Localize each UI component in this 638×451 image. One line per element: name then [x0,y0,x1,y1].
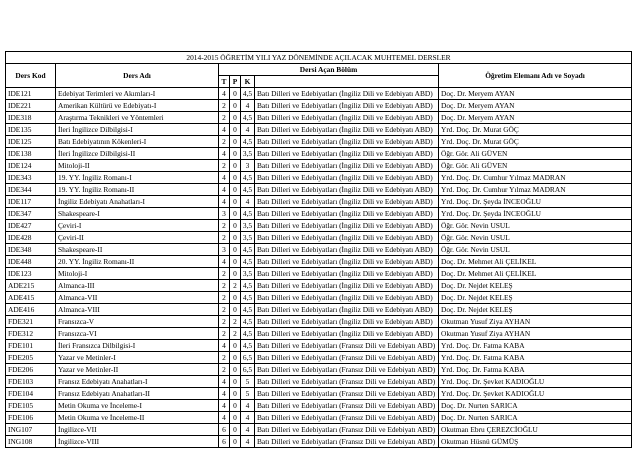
cell-p: 0 [230,232,241,244]
cell-instructor: Doç. Dr. Meryem AYAN [439,100,632,112]
cell-code: IDE348 [6,244,56,256]
cell-t: 2 [219,352,230,364]
table-row [6,412,632,424]
cell-department: Batı Dilleri ve Edebiyatları (İngiliz Dili ve Edebiyatı ABD) [255,280,439,292]
table-row [6,112,632,124]
cell-p: 0 [230,160,241,172]
cell-department: Batı Dilleri ve Edebiyatları (Fransız Dili ve Edebiyatı ABD) [255,352,439,364]
cell-department: Batı Dilleri ve Edebiyatları (İngiliz Dili ve Edebiyatı ABD) [255,172,439,184]
cell-department: Batı Dilleri ve Edebiyatları (İngiliz Dili ve Edebiyatı ABD) [255,292,439,304]
cell-k: 4,5 [241,292,255,304]
cell-department: Batı Dilleri ve Edebiyatları (İngiliz Dili ve Edebiyatı ABD) [255,208,439,220]
cell-t: 2 [219,100,230,112]
cell-t: 2 [219,328,230,340]
cell-course-name: Yazar ve Metinler-II [56,364,219,376]
cell-k: 4,5 [241,316,255,328]
cell-k: 4,5 [241,208,255,220]
cell-course-name: Edebiyat Terimleri ve Akımları-I [56,88,219,100]
cell-code: IDE344 [6,184,56,196]
cell-p: 0 [230,244,241,256]
cell-department: Batı Dilleri ve Edebiyatları (Fransız Dili ve Edebiyatı ABD) [255,340,439,352]
cell-k: 4 [241,100,255,112]
cell-k: 4,5 [241,340,255,352]
cell-instructor: Okutman Hüsnü GÜMÜŞ [439,436,632,448]
table-row [6,88,632,100]
cell-department: Batı Dilleri ve Edebiyatları (İngiliz Dili ve Edebiyatı ABD) [255,328,439,340]
cell-t: 4 [219,256,230,268]
cell-k: 4 [241,436,255,448]
cell-instructor: Doç. Dr. Nejdet KELEŞ [439,280,632,292]
cell-department: Batı Dilleri ve Edebiyatları (Fransız Dili ve Edebiyatı ABD) [255,400,439,412]
cell-department: Batı Dilleri ve Edebiyatları (İngiliz Dili ve Edebiyatı ABD) [255,304,439,316]
cell-course-name: Fransızca-V [56,316,219,328]
cell-code: FDE205 [6,352,56,364]
cell-code: FDE101 [6,340,56,352]
cell-code: ADE215 [6,280,56,292]
table-row [6,256,632,268]
cell-code: ADE416 [6,304,56,316]
cell-code: IDE135 [6,124,56,136]
cell-instructor: Öğr. Gör. Ali GÜVEN [439,148,632,160]
table-row [6,376,632,388]
cell-p: 0 [230,148,241,160]
table-row [6,268,632,280]
cell-course-name: Fransız Edebiyatı Anahatları-I [56,376,219,388]
cell-department: Batı Dilleri ve Edebiyatları (İngiliz Dili ve Edebiyatı ABD) [255,316,439,328]
cell-p: 0 [230,352,241,364]
cell-instructor: Yrd. Doç. Dr. Cumhur Yılmaz MADRAN [439,172,632,184]
cell-k: 5 [241,376,255,388]
cell-instructor: Yrd. Doç. Dr. Fatma KABA [439,340,632,352]
cell-code: IDE427 [6,220,56,232]
cell-instructor: Doç. Dr. Nejdet KELEŞ [439,304,632,316]
cell-t: 4 [219,88,230,100]
cell-instructor: Yrd. Doç. Dr. Fatma KABA [439,352,632,364]
cell-instructor: Doç. Dr. Meryem AYAN [439,88,632,100]
cell-code: FDE103 [6,376,56,388]
cell-t: 2 [219,364,230,376]
cell-p: 0 [230,340,241,352]
header-ogretim-elemani: Öğretim Elemanı Adı ve Soyadı [439,64,632,88]
table-row [6,232,632,244]
cell-course-name: Metin Okuma ve İnceleme-II [56,412,219,424]
cell-t: 6 [219,436,230,448]
cell-course-name: İngiliz Edebiyatı Anahatları-I [56,196,219,208]
cell-instructor: Doç. Dr. Nurten SARICA [439,400,632,412]
header-ders-kod: Ders Kod [6,64,56,88]
cell-instructor: Doç. Dr. Nurten SARICA [439,412,632,424]
cell-course-name: Shakespeare-I [56,208,219,220]
header-dersi-acan-bolum: Dersi Açan Bölüm [219,64,439,76]
cell-course-name: Almanca-III [56,280,219,292]
table-row [6,388,632,400]
cell-course-name: İngilizce-VII [56,424,219,436]
cell-t: 6 [219,424,230,436]
cell-t: 2 [219,232,230,244]
cell-department: Batı Dilleri ve Edebiyatları (İngiliz Dili ve Edebiyatı ABD) [255,136,439,148]
cell-p: 0 [230,112,241,124]
cell-t: 2 [219,220,230,232]
cell-k: 4 [241,424,255,436]
cell-t: 4 [219,184,230,196]
cell-course-name: Almanca-VIII [56,304,219,316]
cell-course-name: İleri Fransızca Dilbilgisi-I [56,340,219,352]
cell-instructor: Doç. Dr. Mehmet Ali ÇELİKEL [439,256,632,268]
cell-code: IDE221 [6,100,56,112]
cell-t: 2 [219,112,230,124]
cell-t: 4 [219,172,230,184]
cell-course-name: İngilizce-VIII [56,436,219,448]
cell-instructor: Doç. Dr. Mehmet Ali ÇELİKEL [439,268,632,280]
cell-instructor: Öğr. Gör. Nevin USUL [439,244,632,256]
cell-instructor: Yrd. Doç. Dr. Şeyda İNCEOĞLU [439,196,632,208]
cell-department: Batı Dilleri ve Edebiyatları (İngiliz Dili ve Edebiyatı ABD) [255,112,439,124]
cell-code: IDE318 [6,112,56,124]
cell-code: IDE347 [6,208,56,220]
table-row [6,160,632,172]
cell-instructor: Yrd. Doç. Dr. Fatma KABA [439,364,632,376]
cell-t: 2 [219,280,230,292]
cell-department: Batı Dilleri ve Edebiyatları (İngiliz Dili ve Edebiyatı ABD) [255,160,439,172]
cell-t: 4 [219,400,230,412]
cell-department: Batı Dilleri ve Edebiyatları (İngiliz Dili ve Edebiyatı ABD) [255,124,439,136]
cell-code: IDE121 [6,88,56,100]
header-t: T [219,76,230,88]
table-row [6,436,632,448]
cell-instructor: Okutman Ebru ÇEREZCİOĞLU [439,424,632,436]
cell-course-name: 19. YY. İngiliz Romanı-I [56,172,219,184]
cell-k: 4,5 [241,136,255,148]
cell-k: 5 [241,388,255,400]
cell-department: Batı Dilleri ve Edebiyatları (Fransız Dili ve Edebiyatı ABD) [255,388,439,400]
cell-instructor: Yrd. Doç. Dr. Cumhur Yılmaz MADRAN [439,184,632,196]
cell-k: 6,5 [241,364,255,376]
cell-p: 0 [230,436,241,448]
cell-code: FDE105 [6,400,56,412]
cell-course-name: Mitoloji-II [56,160,219,172]
cell-code: IDE117 [6,196,56,208]
cell-instructor: Doç. Dr. Meryem AYAN [439,112,632,124]
cell-code: IDE125 [6,136,56,148]
cell-course-name: Çeviri-I [56,220,219,232]
cell-code: IDE343 [6,172,56,184]
cell-course-name: Batı Edebiyatının Kökenleri-I [56,136,219,148]
cell-department: Batı Dilleri ve Edebiyatları (Fransız Dili ve Edebiyatı ABD) [255,424,439,436]
cell-course-name: Amerikan Kültürü ve Edebiyatı-I [56,100,219,112]
cell-p: 0 [230,124,241,136]
cell-k: 4,5 [241,256,255,268]
table-row [6,364,632,376]
cell-t: 4 [219,376,230,388]
cell-p: 0 [230,292,241,304]
cell-code: IDE138 [6,148,56,160]
table-row [6,280,632,292]
cell-k: 3,5 [241,232,255,244]
cell-k: 4,5 [241,112,255,124]
table-row [6,124,632,136]
cell-department: Batı Dilleri ve Edebiyatları (İngiliz Dili ve Edebiyatı ABD) [255,148,439,160]
cell-p: 0 [230,304,241,316]
cell-t: 2 [219,136,230,148]
cell-department: Batı Dilleri ve Edebiyatları (İngiliz Dili ve Edebiyatı ABD) [255,196,439,208]
cell-course-name: 19. YY. İngiliz Romanı-II [56,184,219,196]
course-table [5,51,632,448]
table-header [6,52,632,88]
table-row [6,208,632,220]
cell-t: 2 [219,304,230,316]
cell-code: IDE124 [6,160,56,172]
cell-instructor: Yrd. Doç. Dr. Şevket KADIOĞLU [439,388,632,400]
cell-department: Batı Dilleri ve Edebiyatları (İngiliz Dili ve Edebiyatı ABD) [255,268,439,280]
cell-k: 6,5 [241,352,255,364]
cell-course-name: Araştırma Teknikleri ve Yöntemleri [56,112,219,124]
cell-code: ING108 [6,436,56,448]
cell-department: Batı Dilleri ve Edebiyatları (İngiliz Dili ve Edebiyatı ABD) [255,256,439,268]
cell-p: 0 [230,364,241,376]
header-dept-sub [255,76,439,88]
cell-department: Batı Dilleri ve Edebiyatları (Fransız Dili ve Edebiyatı ABD) [255,376,439,388]
cell-instructor: Öğr. Gör. Nevin USUL [439,220,632,232]
cell-code: FDE206 [6,364,56,376]
cell-t: 2 [219,292,230,304]
table-row [6,328,632,340]
cell-code: FDE106 [6,412,56,424]
cell-course-name: 20. YY. İngiliz Romanı-II [56,256,219,268]
cell-k: 4 [241,412,255,424]
table-title: 2014-2015 ÖĞRETİM YILI YAZ DÖNEMİNDE AÇILACAK MUHTEMEL DERSLER [6,52,632,64]
cell-course-name: Almanca-VII [56,292,219,304]
cell-course-name: Yazar ve Metinler-I [56,352,219,364]
table-row [6,292,632,304]
table-row [6,304,632,316]
cell-code: FDE104 [6,388,56,400]
cell-p: 0 [230,208,241,220]
cell-k: 4,5 [241,328,255,340]
cell-t: 4 [219,148,230,160]
cell-instructor: Okutman Yusuf Ziya AYHAN [439,316,632,328]
cell-department: Batı Dilleri ve Edebiyatları (İngiliz Dili ve Edebiyatı ABD) [255,220,439,232]
cell-p: 0 [230,184,241,196]
cell-p: 0 [230,196,241,208]
table-row [6,148,632,160]
cell-instructor: Öğr. Gör. Nevin USUL [439,232,632,244]
table-row [6,100,632,112]
cell-department: Batı Dilleri ve Edebiyatları (İngiliz Dili ve Edebiyatı ABD) [255,100,439,112]
cell-t: 4 [219,124,230,136]
cell-code: FDE312 [6,328,56,340]
cell-instructor: Yrd. Doç. Dr. Murat GÖÇ [439,124,632,136]
cell-k: 4,5 [241,88,255,100]
cell-t: 2 [219,160,230,172]
table-row [6,172,632,184]
cell-department: Batı Dilleri ve Edebiyatları (İngiliz Dili ve Edebiyatı ABD) [255,232,439,244]
cell-department: Batı Dilleri ve Edebiyatları (İngiliz Dili ve Edebiyatı ABD) [255,184,439,196]
cell-p: 2 [230,328,241,340]
cell-course-name: Mitoloji-I [56,268,219,280]
cell-code: ADE415 [6,292,56,304]
cell-course-name: Shakespeare-II [56,244,219,256]
cell-instructor: Öğr. Gör. Ali GÜVEN [439,160,632,172]
header-ders-adi: Ders Adı [56,64,219,88]
cell-k: 3,5 [241,268,255,280]
cell-course-name: İleri İngilizce Dilbilgisi-I [56,124,219,136]
cell-instructor: Yrd. Doç. Dr. Şeyda İNCEOĞLU [439,208,632,220]
header-p: P [230,76,241,88]
cell-p: 0 [230,100,241,112]
cell-t: 2 [219,316,230,328]
cell-p: 0 [230,412,241,424]
cell-k: 4 [241,400,255,412]
cell-p: 0 [230,172,241,184]
cell-k: 4,5 [241,304,255,316]
cell-instructor: Okutman Yusuf Ziya AYHAN [439,328,632,340]
cell-t: 3 [219,244,230,256]
cell-p: 0 [230,268,241,280]
cell-p: 0 [230,88,241,100]
cell-course-name: İleri İngilizce Dilbilgisi-II [56,148,219,160]
table-row [6,184,632,196]
cell-p: 0 [230,376,241,388]
cell-department: Batı Dilleri ve Edebiyatları (Fransız Dili ve Edebiyatı ABD) [255,436,439,448]
cell-p: 0 [230,220,241,232]
cell-p: 0 [230,400,241,412]
table-row [6,316,632,328]
cell-t: 4 [219,340,230,352]
cell-t: 4 [219,412,230,424]
cell-course-name: Metin Okuma ve İnceleme-I [56,400,219,412]
cell-p: 2 [230,316,241,328]
cell-t: 4 [219,196,230,208]
cell-k: 4 [241,124,255,136]
cell-department: Batı Dilleri ve Edebiyatları (Fransız Dili ve Edebiyatı ABD) [255,364,439,376]
cell-t: 2 [219,268,230,280]
cell-code: IDE123 [6,268,56,280]
cell-k: 4 [241,196,255,208]
cell-t: 4 [219,388,230,400]
cell-course-name: Fransız Edebiyatı Anahatları-II [56,388,219,400]
cell-code: FDE321 [6,316,56,328]
cell-code: IDE448 [6,256,56,268]
cell-p: 0 [230,256,241,268]
cell-code: IDE428 [6,232,56,244]
cell-department: Batı Dilleri ve Edebiyatları (İngiliz Dili ve Edebiyatı ABD) [255,88,439,100]
table-row [6,400,632,412]
cell-p: 0 [230,424,241,436]
cell-p: 0 [230,136,241,148]
table-row [6,424,632,436]
cell-k: 4,5 [241,280,255,292]
table-row [6,244,632,256]
cell-k: 4,5 [241,244,255,256]
table-row [6,340,632,352]
header-k: K [241,76,255,88]
cell-k: 3 [241,160,255,172]
table-row [6,220,632,232]
cell-k: 4,5 [241,172,255,184]
cell-course-name: Fransızca-VI [56,328,219,340]
cell-code: ING107 [6,424,56,436]
cell-k: 4,5 [241,184,255,196]
cell-p: 0 [230,388,241,400]
cell-k: 3,5 [241,220,255,232]
cell-k: 3,5 [241,148,255,160]
table-row [6,196,632,208]
cell-instructor: Yrd. Doç. Dr. Şevket KADIOĞLU [439,376,632,388]
cell-course-name: Çeviri-II [56,232,219,244]
table-row [6,352,632,364]
cell-instructor: Yrd. Doç. Dr. Murat GÖÇ [439,136,632,148]
table-row [6,136,632,148]
cell-instructor: Doç. Dr. Nejdet KELEŞ [439,292,632,304]
cell-p: 2 [230,280,241,292]
table-body [6,88,632,448]
cell-department: Batı Dilleri ve Edebiyatları (İngiliz Dili ve Edebiyatı ABD) [255,244,439,256]
cell-department: Batı Dilleri ve Edebiyatları (Fransız Dili ve Edebiyatı ABD) [255,412,439,424]
cell-t: 3 [219,208,230,220]
